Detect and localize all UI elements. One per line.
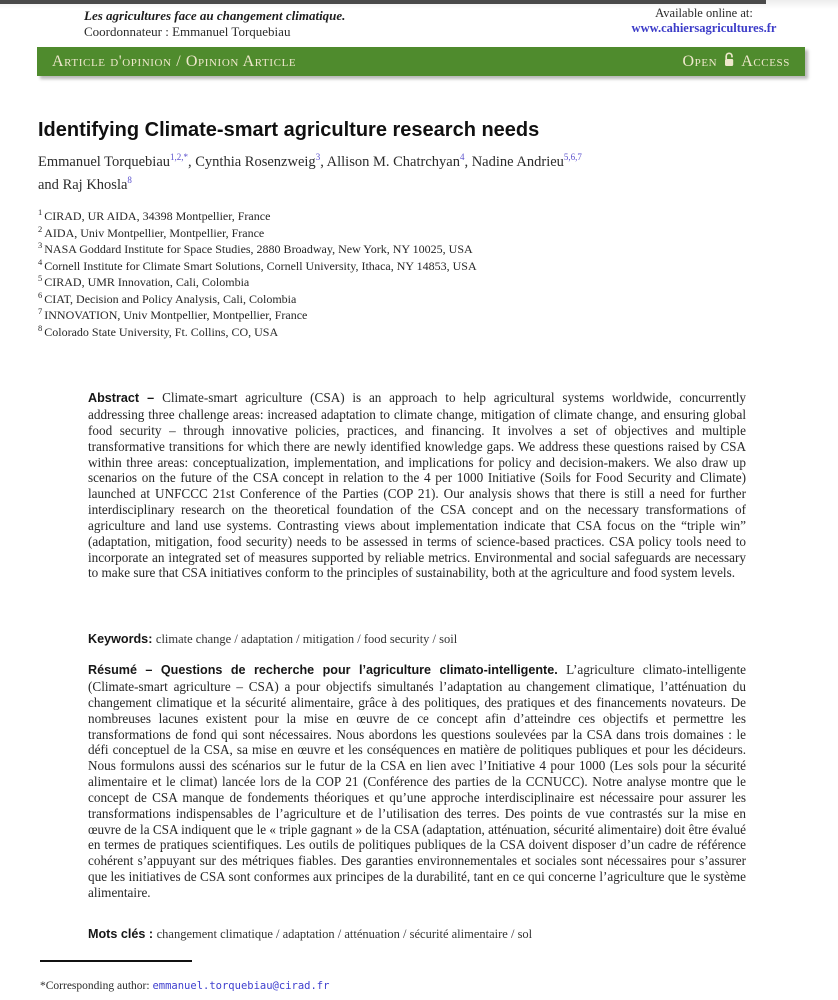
affiliation-number: 7: [38, 306, 43, 316]
article-title: Identifying Climate-smart agriculture research needs: [38, 119, 540, 142]
author-superscript: 1,2,*: [170, 152, 189, 163]
open-lock-icon: [723, 52, 735, 72]
authors-line: [38, 151, 783, 196]
affiliation-item: [38, 324, 477, 341]
author-name: [38, 154, 195, 170]
author-name: [472, 154, 582, 170]
keywords-text: climate change / adaptation / mitigation / food security / soil: [155, 631, 458, 646]
affiliation-item: [38, 258, 477, 275]
affiliation-text: INNOVATION, Univ Montpellier, Montpellier, France: [44, 308, 308, 322]
affiliation-number: 8: [38, 322, 43, 333]
affiliation-item: [38, 307, 477, 324]
affiliation-text: Cornell Institute for Climate Smart Solutions, Cornell University, Ithaca, NY 14853, USA: [44, 258, 477, 273]
open-access-open-label: Open: [682, 52, 718, 70]
corresponding-author-email-link[interactable]: emmanuel.torquebiau@cirad.fr: [152, 979, 330, 992]
mots-cles-line: [88, 927, 746, 942]
footnote-divider: [40, 960, 192, 962]
author-text: Cynthia Rosenzweig: [195, 154, 316, 170]
keywords-line: [88, 632, 746, 647]
author-superscript: 3: [315, 152, 321, 163]
affiliation-text: CIRAD, UMR Innovation, Cali, Colombia: [44, 275, 250, 289]
author-text: Nadine Andrieu: [471, 154, 564, 170]
author-separator: ,: [188, 154, 196, 170]
affiliation-number: 3: [38, 240, 43, 250]
abstract-text: Climate-smart agriculture (CSA) is an approach to help agricultural systems worldwide, concurrently addressing three challenge areas: increased adaptation to climate change, mitigation of climate change, and ensuring global food security – through innovative policies, practices, and financing. It involves a set of objectives and multiple transformative transitions for which there are newly identified knowledge gaps. We address these questions raised by CSA within three areas: conceptualization, implementation, and implications for policy and decision-makers. We also draw up scenarios on the future of the CSA concept in relation to the 4 per 1000 Initiative (Soils for Food Security and Climate) launched at UNFCCC 21st Conference of the Parties (COP 21). Our analysis shows that there is still a need for further interdisciplinary research on the theoretical foundation of the CSA concept and on the necessary transformations of agriculture and land use systems. Contrasting views about implementation indicate that CSA focus on the “triple win” (adaptation, mitigation, food security) needs to be assessed in terms of science-based practices. CSA policy tools need to incorporate an integrated set of measures supported by reliable metrics. Environmental and social safeguards are necessary to make sure that CSA initiatives conform to the principles of sustainability, both at the agriculture and food system levels.: [88, 390, 746, 581]
available-online-label: Available online at:: [655, 6, 753, 20]
author-separator: ,: [464, 154, 472, 170]
open-access-access-label: Access: [741, 52, 790, 70]
affiliation-number: 1: [38, 207, 43, 217]
affiliation-text: AIDA, Univ Montpellier, Montpellier, France: [44, 225, 265, 240]
abstract-label: Abstract –: [88, 391, 163, 406]
author-name: [195, 154, 326, 170]
scan-edge-artifact: [0, 0, 766, 4]
authors-and-label: and: [38, 176, 63, 193]
series-title: Les agricultures face au changement climatique.: [84, 8, 346, 23]
author-superscript: 5,6,7: [563, 152, 582, 163]
author-text: Emmanuel Torquebiau: [38, 154, 171, 170]
article-type-banner: [37, 47, 805, 76]
affiliation-number: 5: [38, 273, 43, 283]
author-text: Raj Khosla: [62, 176, 128, 193]
affiliations-list: [38, 208, 477, 340]
corresponding-author-footnote: [40, 980, 329, 992]
open-access-badge: [682, 52, 790, 72]
resume-paragraph: [88, 662, 746, 901]
author-superscript: 4: [459, 152, 465, 163]
affiliation-text: NASA Goddard Institute for Space Studies, 2880 Broadway, New York, NY 10025, USA: [44, 242, 473, 256]
keywords-label: Keywords:: [88, 631, 156, 646]
affiliation-text: CIRAD, UR AIDA, 34398 Montpellier, France: [44, 209, 271, 223]
author-name: [62, 174, 132, 193]
author-superscript: 8: [127, 174, 132, 185]
affiliation-item: [38, 208, 477, 225]
author-text: Allison M. Chatrchyan: [326, 154, 460, 170]
resume-label: Résumé – Questions de recherche pour l’agriculture climato-intelligente.: [88, 663, 567, 678]
author-separator: ,: [320, 154, 327, 170]
journal-url-link[interactable]: www.cahiersagricultures.fr: [631, 21, 777, 35]
series-coordinator: Coordonnateur : Emmanuel Torquebiau: [84, 23, 291, 39]
available-online-block: [596, 6, 812, 36]
affiliation-item: [38, 241, 477, 258]
corresponding-author-label: *Corresponding author:: [40, 979, 153, 992]
affiliation-text: Colorado State University, Ft. Collins, CO, USA: [44, 324, 279, 339]
affiliation-number: 4: [38, 256, 43, 267]
affiliation-item: [38, 225, 477, 242]
author-name: [327, 154, 472, 170]
article-type-label: Article d'opinion / Opinion Article: [52, 52, 297, 70]
affiliation-item: [38, 274, 477, 291]
abstract-paragraph: [88, 390, 746, 581]
series-header: [84, 8, 345, 39]
mots-cles-label: Mots clés :: [88, 926, 157, 941]
affiliation-text: CIAT, Decision and Policy Analysis, Cali, Colombia: [44, 291, 297, 306]
resume-text: L’agriculture climato-intelligente (Climate-smart agriculture – CSA) a pour objectifs simultanés l’adaptation au changement climatique, l’atténuation du changement climatique et la sécurité alimentaire, grâce à des politiques, des pratiques et des financements novateurs. De nombreuses lacunes existent pour la mise en œuvre de ce concept afin d’atteindre ces objectifs et permettre les transformations de fond qui sont nécessaires. Nous abordons les questions soulevées par la CSA dans trois domaines : le défi conceptuel de la CSA, sa mise en œuvre et les conséquences en matière de politiques publiques et pour les décideurs. Nous formulons aussi des scénarios sur le futur de la CSA en lien avec l’Initiative 4 pour 1000 (Les sols pour la sécurité alimentaire et le climat) lancée lors de la COP 21 (Conférence des parties de la CCNUCC). Notre analyse montre que le concept de CSA manque de fondements théoriques et qu’une approche interdisciplinaire est nécessaire pour assurer les transformations indispensables de l’agriculture et de l’utilisation des terres. Des points de vue contrastés sur la mise en œuvre de la CSA indiquent que le « triple gagnant » de la CSA (adaptation, atténuation, sécurité alimentaire) doit être évalué en termes de pratiques scientifiques. Les outils de politiques publiques de la CSA doivent disposer d’un cadre de référence cohérent s’appuyant sur des métriques fiables. Des garanties environnementales et sociales sont nécessaires pour s’assurer que les initiatives de CSA sont conformes aux principes de la durabilité, tant en ce qui concerne l’agriculture que le système alimentaire.: [88, 662, 746, 900]
affiliation-item: [38, 291, 477, 308]
mots-cles-text: changement climatique / adaptation / atténuation / sécurité alimentaire / sol: [156, 926, 533, 941]
affiliation-number: 6: [38, 289, 43, 300]
affiliation-number: 2: [38, 223, 43, 234]
